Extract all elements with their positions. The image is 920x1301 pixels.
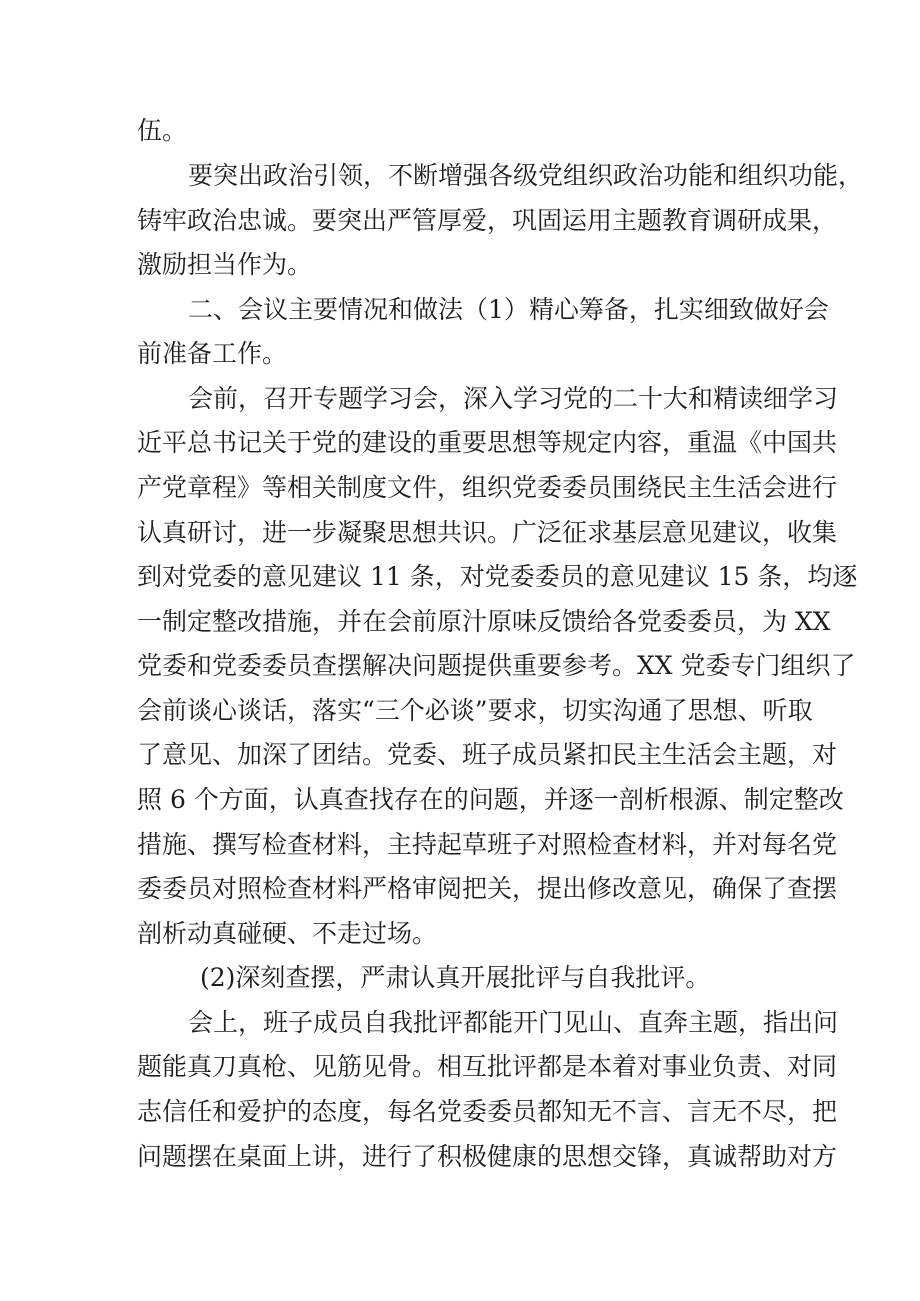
text-line: 委委员对照检查材料严格审阅把关，提出修改意见，确保了查摆: [137, 874, 838, 903]
text-line: 题能真刀真枪、见筋见骨。相互批评都是本着对事业负责、对同: [137, 1052, 838, 1081]
text-line: 志信任和爱护的态度，每名党委委员都知无不言、言无不尽，把: [137, 1097, 838, 1126]
text-line: 措施、撰写检查材料，主持起草班子对照检查材料，并对每名党: [137, 830, 838, 859]
section-heading: (2)深刻查摆，严肃认真开展批评与自我批评。: [200, 963, 711, 992]
text-line: 伍。: [137, 116, 188, 145]
paragraph-first-line: 会前，召开专题学习会，深入学习党的二十大和精读细学习: [188, 384, 839, 413]
text-line: 一制定整改措施，并在会前原汁原味反馈给各党委委员，为 XX: [137, 607, 831, 636]
text-line: 照 6 个方面，认真查找存在的问题，并逐一剖析根源、制定整改: [137, 785, 844, 814]
text-line: 到对党委的意见建议 11 条，对党委委员的意见建议 15 条，均逐: [137, 562, 858, 591]
text-line: 会前谈心谈话，落实“三个必谈”要求，切实沟通了思想、听取: [137, 696, 813, 725]
text-line: 剖析动真碰硬、不走过场。: [137, 919, 438, 948]
text-line: 党委和党委委员查摆解决问题提供重要参考。XX 党委专门组织了: [137, 651, 856, 680]
paragraph-first-line: 要突出政治引领，不断增强各级党组织政治功能和组织功能，: [188, 161, 864, 190]
paragraph-first-line: 会上，班子成员自我批评都能开门见山、直奔主题，指出问: [188, 1008, 839, 1037]
text-line: 前准备工作。: [137, 339, 288, 368]
text-line: 认真研讨，进一步凝聚思想共识。广泛征求基层意见建议，收集: [137, 518, 838, 547]
text-line: 近平总书记关于党的建设的重要思想等规定内容，重温《中国共: [137, 428, 838, 457]
text-line: 了意见、加深了团结。党委、班子成员紧扣民主生活会主题，对: [137, 740, 838, 769]
text-line: 产党章程》等相关制度文件，组织党委委员围绕民主生活会进行: [137, 473, 838, 502]
section-heading: 二、会议主要情况和做法（1）精心筹备，扎实细致做好会: [188, 295, 829, 324]
text-line: 问题摆在桌面上讲，进行了积极健康的思想交锋，真诚帮助对方: [137, 1142, 838, 1171]
text-line: 激励担当作为。: [137, 250, 313, 279]
text-line: 铸牢政治忠诚。要突出严管厚爱，巩固运用主题教育调研成果，: [137, 206, 838, 235]
